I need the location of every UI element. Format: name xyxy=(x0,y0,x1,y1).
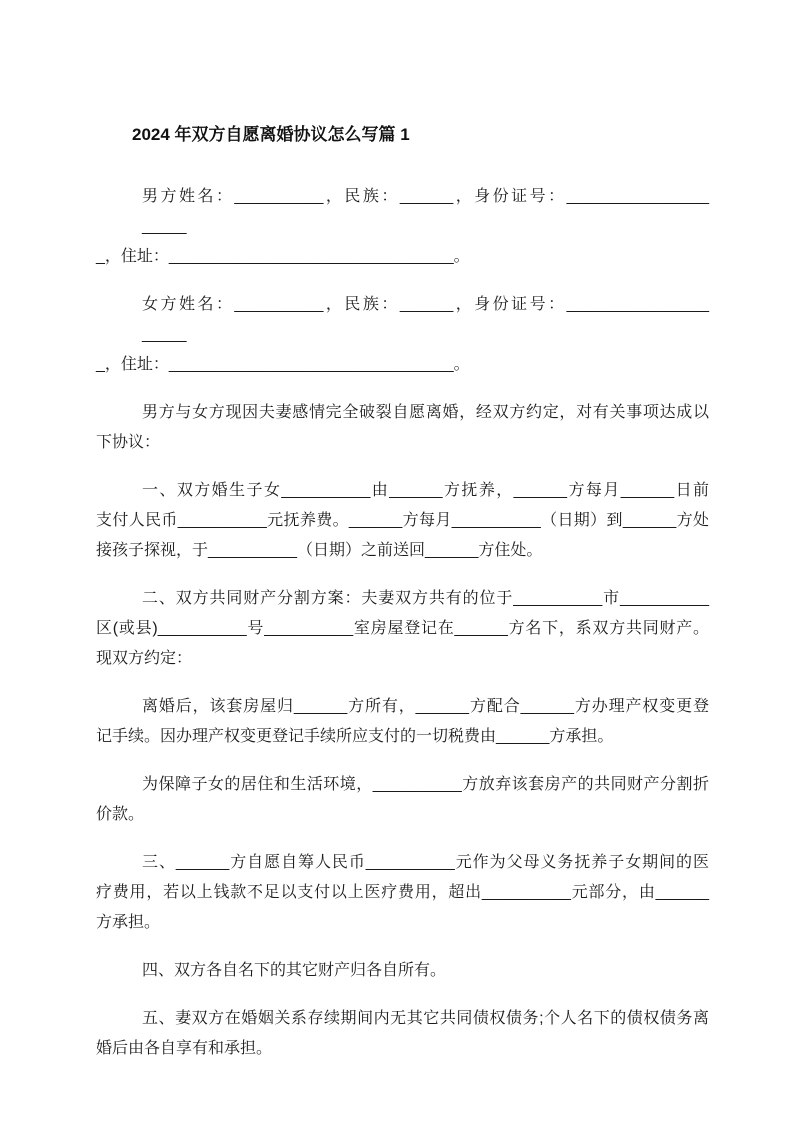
document-title: 2024 年双方自愿离婚协议怎么写篇 1 xyxy=(132,125,410,144)
text-line: 支付人民币__________元抚养费。______方每月__________（日期）到______方处 xyxy=(96,512,709,529)
text-line: 婚后由各自享有和承担。 xyxy=(96,1040,273,1057)
text-line: _，住址：________________________________。 xyxy=(96,356,470,373)
text-line: 价款。 xyxy=(96,806,145,823)
clause-2-house-ownership xyxy=(96,692,709,752)
text-line: 区(或县)__________号__________室房屋登记在______方名下，系双方共同财产。 xyxy=(96,620,709,637)
text-line: 下协议： xyxy=(96,434,161,451)
text-line: 男方姓名：__________，民族：______，身份证号：________________ _____ xyxy=(142,188,709,235)
clause-1-child-custody xyxy=(96,476,709,566)
text-line: 二、双方共同财产分割方案：夫妻双方共有的位于__________市__________ xyxy=(142,590,709,607)
text-line: 四、双方各自名下的其它财产归各自所有。 xyxy=(142,962,447,979)
clause-5-debts xyxy=(96,1004,709,1064)
text-line: 记手续。因办理产权变更登记手续所应支付的一切税费由______方承担。 xyxy=(96,728,614,745)
paragraph-preamble xyxy=(96,398,709,458)
text-line: 方承担。 xyxy=(96,914,161,931)
text-line: 为保障子女的居住和生活环境，__________方放弃该套房产的共同财产分割折 xyxy=(142,776,709,793)
paragraph-wife-info xyxy=(96,290,709,380)
text-line: 三、______方自愿自筹人民币__________元作为父母义务抚养子女期间的医 xyxy=(142,854,709,871)
text-line: 男方与女方现因夫妻感情完全破裂自愿离婚，经双方约定，对有关事项达成以 xyxy=(142,404,709,421)
clause-2-share-waiver xyxy=(96,770,709,830)
text-line: 一、双方婚生子女__________由______方抚养，______方每月______日前 xyxy=(142,482,709,499)
text-line: 疗费用，若以上钱款不足以支付以上医疗费用，超出__________元部分，由______ xyxy=(96,884,709,901)
text-line: 离婚后，该套房屋归______方所有，______方配合______方办理产权变更登 xyxy=(142,698,709,715)
text-line: 五、妻双方在婚姻关系存续期间内无其它共同债权债务;个人名下的债权债务离 xyxy=(142,1010,709,1027)
paragraph-husband-info xyxy=(96,182,709,272)
text-line: _，住址：________________________________。 xyxy=(96,248,470,265)
clause-2-property-division xyxy=(96,584,709,674)
text-line: 现双方约定： xyxy=(96,650,193,667)
clause-3-medical-fund xyxy=(96,848,709,938)
text-line: 女方姓名：__________，民族：______，身份证号：________________ _____ xyxy=(142,296,709,343)
clause-4-other-property xyxy=(96,956,709,986)
text-line: 接孩子探视，于__________（日期）之前送回______方住处。 xyxy=(96,542,543,559)
